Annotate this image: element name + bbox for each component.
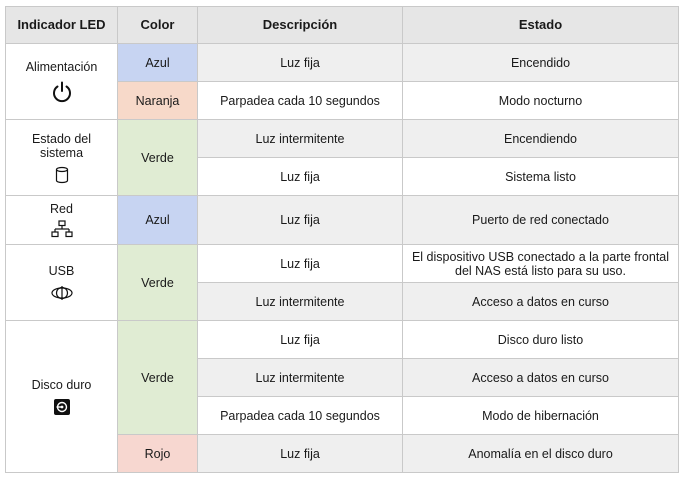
indicator-hard-disk [6, 321, 118, 473]
description-cell: Parpadea cada 10 segundos [198, 82, 403, 120]
indicator-power [6, 44, 118, 120]
state-cell: Disco duro listo [403, 321, 679, 359]
header-indicator: Indicador LED [6, 7, 118, 44]
description-cell: Luz fija [198, 245, 403, 283]
description-cell: Parpadea cada 10 segundos [198, 397, 403, 435]
color-cell: Azul [118, 44, 198, 82]
hard-disk-icon [53, 398, 71, 416]
indicator-network [6, 196, 118, 245]
table-row [6, 120, 679, 158]
description-cell: Luz fija [198, 158, 403, 196]
indicator-label: Red [50, 202, 73, 216]
color-cell: Rojo [118, 435, 198, 473]
color-cell: Verde [118, 120, 198, 196]
state-cell: Sistema listo [403, 158, 679, 196]
state-cell: Anomalía en el disco duro [403, 435, 679, 473]
power-icon [50, 80, 74, 104]
indicator-label: Disco duro [31, 377, 92, 392]
state-cell: Puerto de red conectado [403, 196, 679, 245]
header-color: Color [118, 7, 198, 44]
state-cell: Encendido [403, 44, 679, 82]
header-state: Estado [403, 7, 679, 44]
state-cell: Encendiendo [403, 120, 679, 158]
network-icon [51, 220, 73, 238]
description-cell: Luz fija [198, 196, 403, 245]
color-cell: Verde [118, 321, 198, 435]
indicator-label: Alimentación [25, 59, 98, 74]
state-cell: Acceso a datos en curso [403, 283, 679, 321]
description-cell: Luz fija [198, 321, 403, 359]
description-cell: Luz fija [198, 435, 403, 473]
table-row [6, 245, 679, 283]
description-cell: Luz intermitente [198, 359, 403, 397]
indicator-label: Estado del sistema [31, 131, 92, 160]
state-cell: El dispositivo USB conectado a la parte frontal del NAS está listo para su uso. [403, 245, 679, 283]
state-cell: Modo nocturno [403, 82, 679, 120]
header-description: Descripción [198, 7, 403, 44]
table-row [6, 321, 679, 359]
table-row [6, 196, 679, 245]
description-cell: Luz intermitente [198, 120, 403, 158]
indicator-usb [6, 245, 118, 321]
description-cell: Luz fija [198, 44, 403, 82]
indicator-system-status [6, 120, 118, 196]
state-cell: Acceso a datos en curso [403, 359, 679, 397]
table-row [6, 44, 679, 82]
color-cell: Azul [118, 196, 198, 245]
description-cell: Luz intermitente [198, 283, 403, 321]
color-cell: Naranja [118, 82, 198, 120]
led-indicator-table [5, 6, 679, 473]
state-cell: Modo de hibernación [403, 397, 679, 435]
database-icon [54, 166, 70, 184]
usb-icon [49, 284, 75, 302]
color-cell: Verde [118, 245, 198, 321]
indicator-label: USB [48, 263, 75, 278]
